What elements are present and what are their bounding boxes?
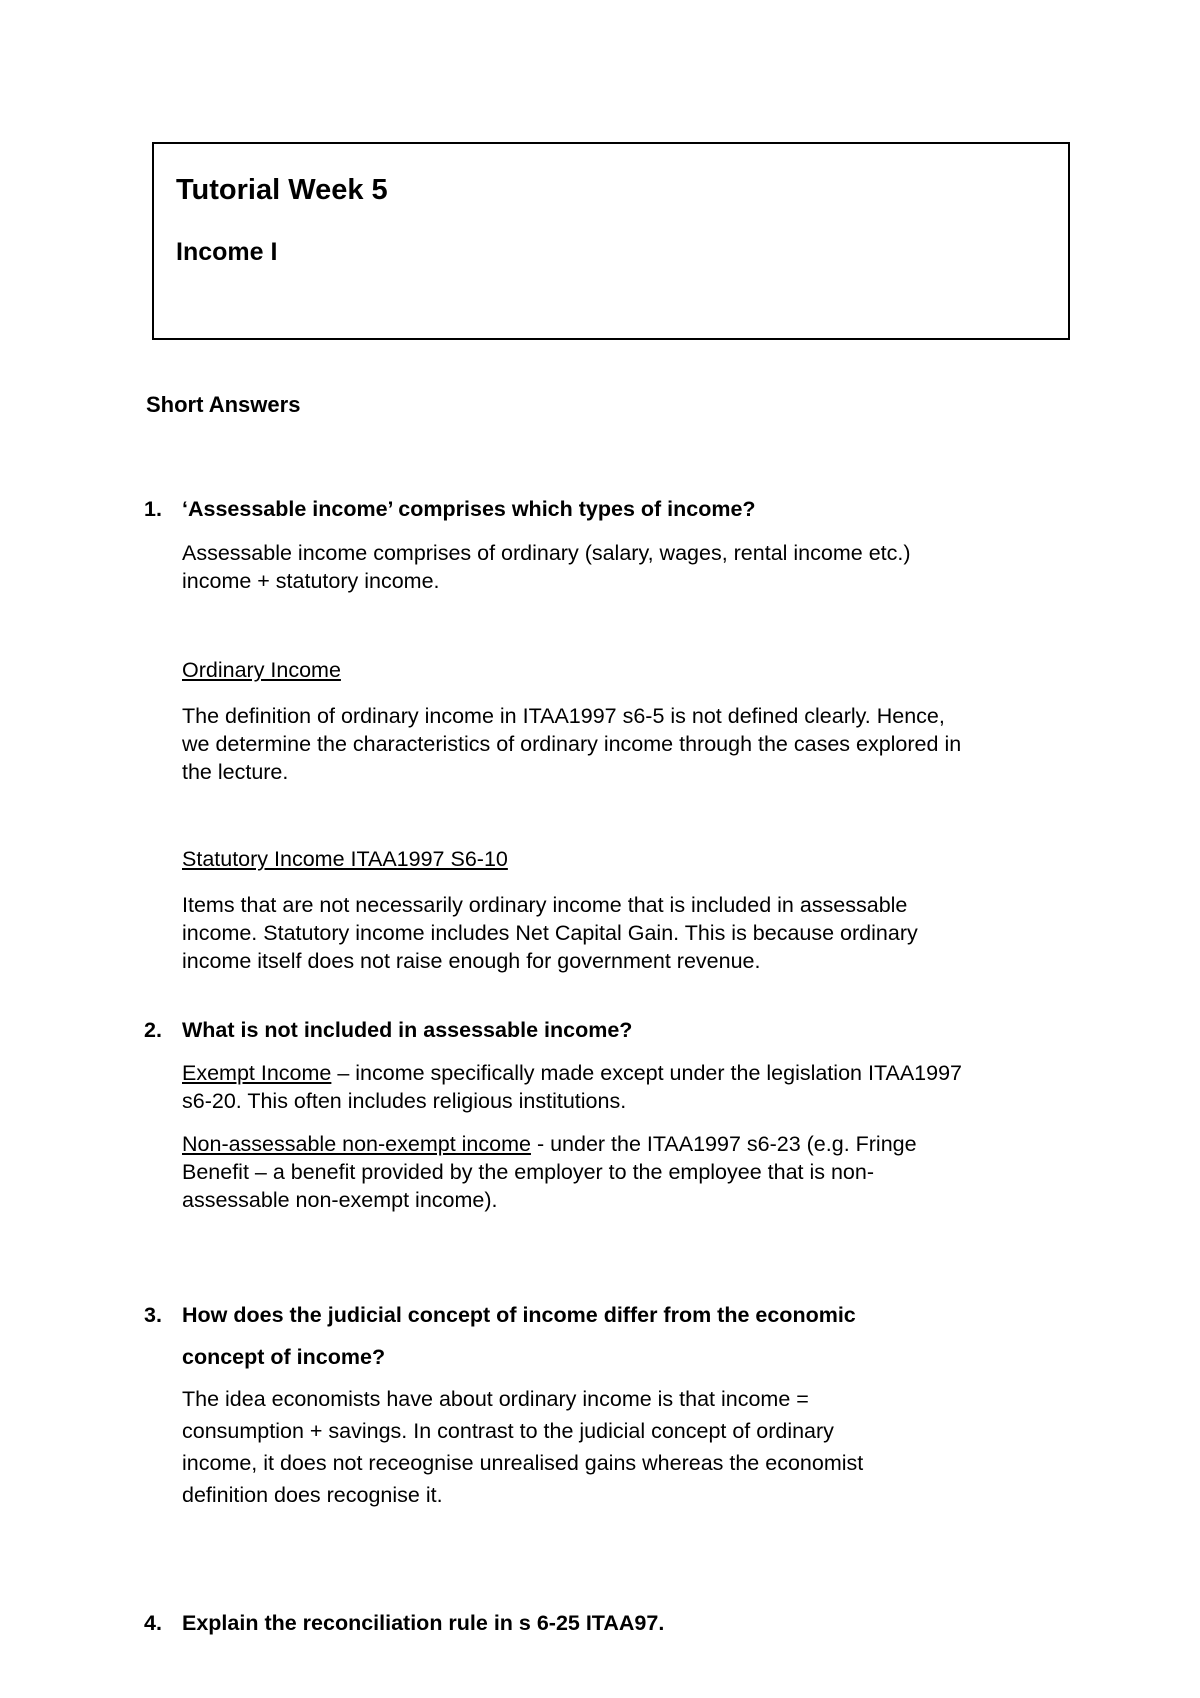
- question-1-number: 1.: [144, 497, 162, 521]
- ordinary-income-body: [182, 702, 961, 786]
- answer-line: Benefit – a benefit provided by the employer to the employee that is non-: [182, 1160, 875, 1184]
- statutory-income-body: [182, 891, 918, 975]
- answer-line: assessable non-exempt income).: [182, 1188, 498, 1212]
- question-4-number: 4.: [144, 1611, 162, 1635]
- question-4-text: Explain the reconciliation rule in s 6-25 ITAA97.: [182, 1611, 665, 1635]
- question-1-text: ‘Assessable income’ comprises which types of income?: [182, 497, 756, 521]
- answer-line: s6-20. This often includes religious institutions.: [182, 1089, 627, 1113]
- question-3-answer: [182, 1383, 863, 1511]
- answer-line: The idea economists have about ordinary income is that income =: [182, 1387, 809, 1411]
- answer-line: The definition of ordinary income in ITAA1997 s6-5 is not defined clearly. Hence,: [182, 704, 945, 728]
- title-box: [152, 142, 1070, 340]
- answer-line: income itself does not raise enough for government revenue.: [182, 949, 761, 973]
- nane-income-text: - under the ITAA1997 s6-23 (e.g. Fringe: [530, 1132, 917, 1156]
- answer-line: we determine the characteristics of ordinary income through the cases explored in: [182, 732, 962, 756]
- nane-income-term: Non-assessable non-exempt income: [182, 1132, 531, 1156]
- nane-income-paragraph: [182, 1130, 917, 1214]
- question-3-text-line1: How does the judicial concept of income differ from the economic: [182, 1303, 856, 1327]
- answer-line: Items that are not necessarily ordinary income that is included in assessable: [182, 893, 908, 917]
- document-title: Tutorial Week 5: [176, 174, 388, 206]
- question-3-text-line2: concept of income?: [182, 1345, 386, 1369]
- question-2-text: What is not included in assessable income?: [182, 1018, 633, 1042]
- question-1-answer: [182, 539, 911, 595]
- answer-line: income. Statutory income includes Net Capital Gain. This is because ordinary: [182, 921, 918, 945]
- answer-line: consumption + savings. In contrast to the judicial concept of ordinary: [182, 1419, 834, 1443]
- answer-line: Assessable income comprises of ordinary (salary, wages, rental income etc.): [182, 541, 911, 565]
- section-heading: Short Answers: [146, 392, 301, 417]
- question-3-number: 3.: [144, 1303, 162, 1327]
- answer-line: the lecture.: [182, 760, 289, 784]
- ordinary-income-heading: Ordinary Income: [182, 658, 341, 682]
- exempt-income-text: – income specifically made except under the legislation ITAA1997: [331, 1061, 962, 1085]
- answer-line: definition does recognise it.: [182, 1483, 443, 1507]
- exempt-income-paragraph: [182, 1059, 962, 1115]
- exempt-income-term: Exempt Income: [182, 1061, 332, 1085]
- answer-line: income, it does not receognise unrealised gains whereas the economist: [182, 1451, 864, 1475]
- document-subtitle: Income I: [176, 238, 278, 266]
- answer-line: income + statutory income.: [182, 569, 440, 593]
- statutory-income-heading: Statutory Income ITAA1997 S6-10: [182, 847, 508, 871]
- question-2-number: 2.: [144, 1018, 162, 1042]
